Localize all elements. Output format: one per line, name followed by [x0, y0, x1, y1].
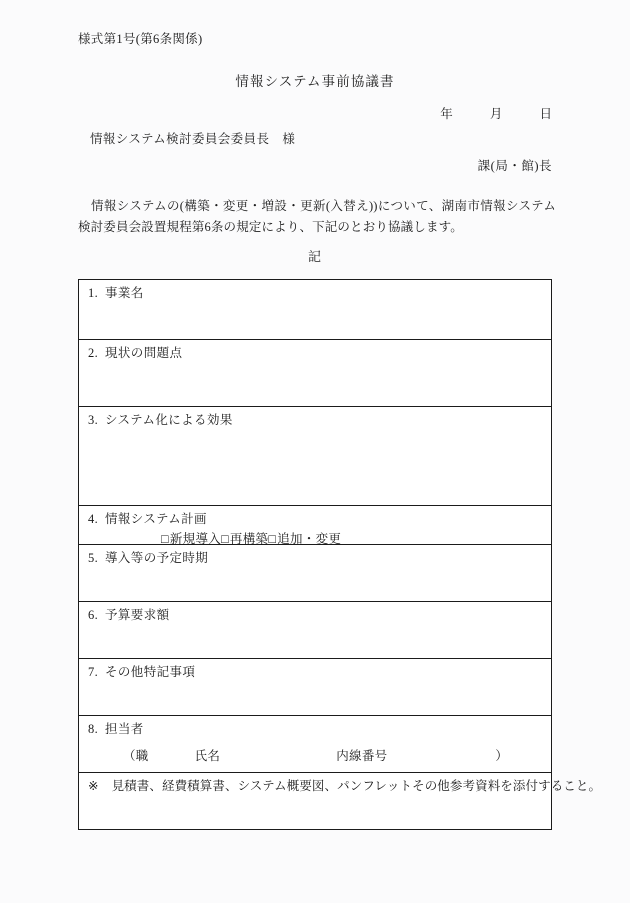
row-number-4: 4.	[88, 512, 99, 526]
row-title-4: 情報システム計画	[105, 512, 207, 526]
checkbox-icon: □	[221, 532, 229, 546]
row-title-2: 現状の問題点	[105, 346, 183, 360]
row-number-5: 5.	[88, 551, 99, 565]
row-title-5: 導入等の予定時期	[105, 551, 209, 565]
row-number-2: 2.	[88, 346, 99, 360]
row-number-1: 1.	[88, 286, 99, 300]
addressee-honorific: 様	[282, 132, 296, 146]
contact-position-label: （職	[123, 749, 149, 763]
table-row-1-project-name[interactable]	[79, 280, 551, 340]
row-title-3: システム化による効果	[105, 413, 233, 427]
checkbox-label-rebuild: 再構築	[229, 532, 269, 546]
checkbox-icon: □	[268, 532, 277, 546]
checkbox-label-new-introduction: 新規導入	[169, 532, 222, 546]
row-label-3	[79, 411, 551, 429]
table-row-5-schedule[interactable]	[79, 545, 551, 602]
ki-mark: 記	[307, 249, 322, 264]
row-label-8	[79, 720, 551, 738]
row-label-7	[79, 663, 551, 681]
row-label-2	[79, 344, 551, 362]
table-row-8-contact-person[interactable]	[79, 716, 551, 773]
contact-name-label: 氏名	[194, 749, 221, 763]
date-line	[440, 104, 552, 122]
row-label-6	[79, 606, 551, 624]
addressee-name: 情報システム検討委員会委員長	[90, 132, 270, 146]
row-label-1	[79, 284, 551, 302]
row-label-4	[79, 510, 551, 528]
row-title-6: 予算要求額	[105, 608, 170, 622]
form-number: 様式第1号(第6条関係)	[78, 32, 203, 46]
row-number-6: 6.	[88, 608, 99, 622]
form-table	[78, 279, 602, 830]
document-title: 情報システム事前協議書	[235, 74, 395, 89]
contact-extension-label: 内線番号	[336, 749, 388, 763]
contact-close-paren: ）	[495, 749, 509, 763]
table-row-3-system-effects[interactable]	[79, 407, 551, 506]
row-title-1: 事業名	[105, 286, 144, 300]
body-paragraph: 情報システムの(構築・変更・増設・更新(入替え))について、湖南市情報システム検討委員会設置規程第6条の規定により、下記のとおり協議します。	[78, 199, 556, 234]
row-number-7: 7.	[88, 665, 99, 679]
row-title-7: その他特記事項	[105, 665, 196, 679]
row-label-5	[79, 549, 551, 567]
note-mark-icon: ※	[88, 779, 99, 793]
date-day-label: 日	[539, 107, 552, 121]
row-title-8: 担当者	[105, 722, 144, 736]
table-row-2-current-issues[interactable]	[79, 340, 551, 407]
addressee-line	[90, 129, 295, 147]
row-number-3: 3.	[88, 413, 99, 427]
date-year-label: 年	[440, 107, 453, 121]
checkbox-icon: □	[161, 532, 169, 546]
row-number-8: 8.	[88, 722, 99, 736]
attachment-note-text: 見積書、経費積算書、システム概要図、パンフレットその他参考資料を添付すること。	[111, 779, 602, 793]
sender-title: 課(局・館)長	[477, 159, 552, 173]
table-row-attachment-note	[79, 773, 602, 830]
attachment-note	[79, 777, 602, 795]
contact-subfields	[79, 747, 551, 765]
table-row-7-other-notes[interactable]	[79, 659, 551, 716]
table-row-4-system-plan[interactable]	[79, 506, 551, 545]
date-month-label: 月	[489, 107, 503, 121]
checkbox-label-add-change: 追加・変更	[277, 532, 342, 546]
table-row-6-budget-request[interactable]	[79, 602, 551, 659]
